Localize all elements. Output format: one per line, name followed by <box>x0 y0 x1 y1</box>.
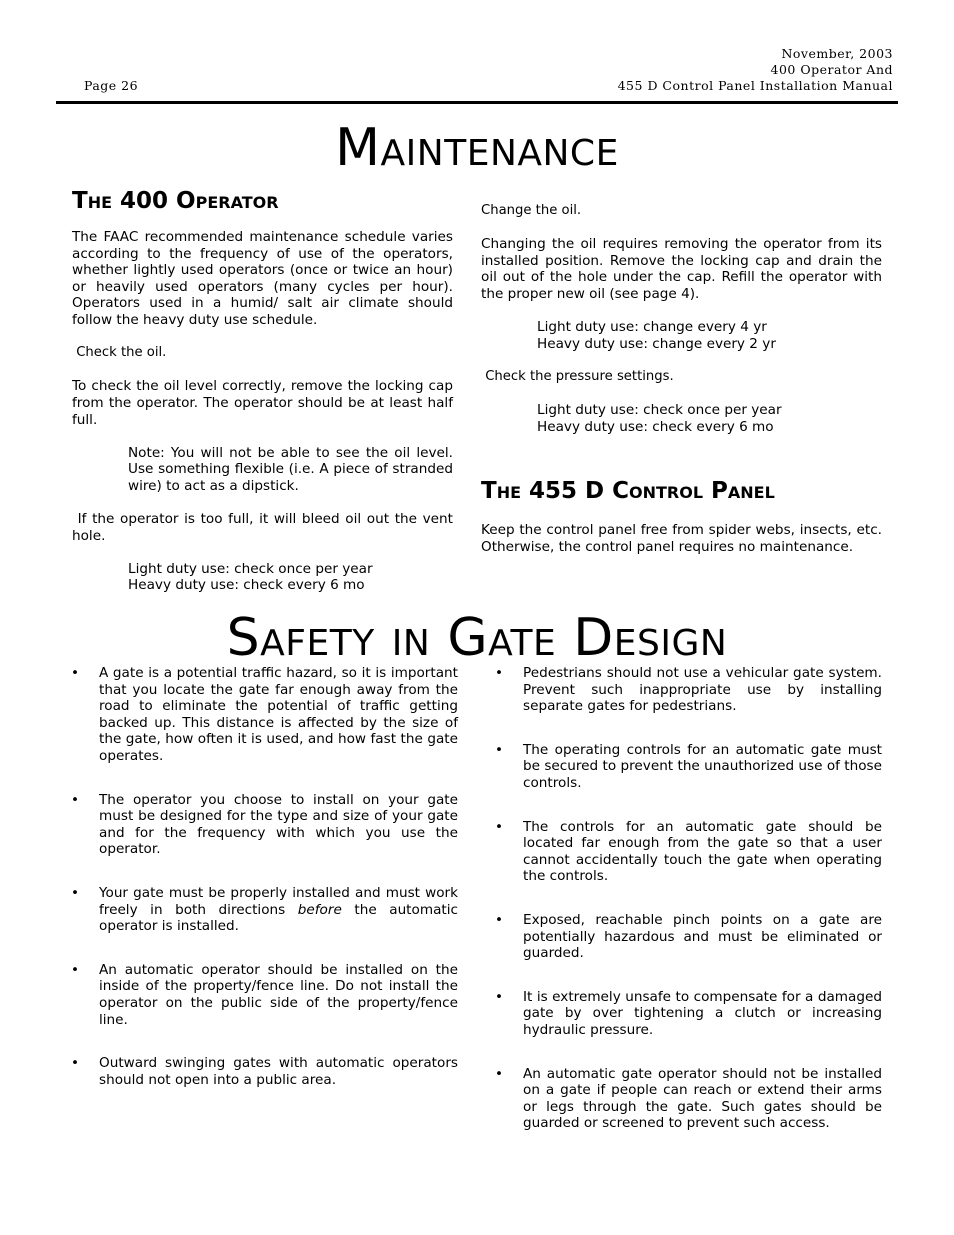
header-divider <box>56 101 898 104</box>
change-oil-label: Change the oil. <box>481 203 582 218</box>
maintenance-left-column <box>72 229 458 594</box>
note-paragraph <box>72 445 453 495</box>
bullet-icon: • <box>495 741 504 758</box>
safety-item-text: The operator you choose to install on your gate must be designed for the type and size of your gate and for the frequency with which you use the operator. <box>99 791 458 858</box>
safety-item <box>71 792 458 858</box>
safety-item <box>495 1066 882 1132</box>
doc-date: November, 2003 <box>781 46 893 61</box>
oil-heavy-duty: Heavy duty use: check every 6 mo <box>128 577 365 594</box>
oil-light-duty: Light duty use: check once per year <box>128 560 373 577</box>
safety-item <box>495 665 882 715</box>
note-text: You will not be able to see the oil level. Use something flexible (i.e. A piece of stranded wire) to act as a dipstick. <box>128 444 453 494</box>
safety-item-text: The controls for an automatic gate should be located far enough from the gate so that a user cannot accidentally touch the gate when operating the controls. <box>523 818 882 885</box>
pressure-label: Check the pressure settings. <box>481 368 674 384</box>
safety-item <box>495 912 882 962</box>
too-full-text: If the operator is too full, it will bleed oil out the vent hole. <box>72 511 458 544</box>
change-oil-text: Changing the oil requires removing the operator from its installed position. Remove the locking cap and drain the oil out of the hole under the cap. Refill the operator with the proper new oil (see page 4). <box>481 236 882 302</box>
safety-item <box>71 665 458 765</box>
safety-item-text: An automatic operator should be installed on the inside of the property/fence line. Do not install the operator on the public side of the property/fence line. <box>99 961 458 1028</box>
safety-item-text: Your gate must be properly installed and must work freely in both directions before the automatic operator is installed. <box>99 884 458 935</box>
safety-title: Safety in Gate Design <box>226 608 728 668</box>
panel-text: Keep the control panel free from spider webs, insects, etc. Otherwise, the control panel requires no maintenance. <box>481 522 882 555</box>
bullet-icon: • <box>495 1065 504 1082</box>
safety-item <box>495 989 882 1039</box>
document-info <box>618 46 893 94</box>
change-heavy-duty: Heavy duty use: change every 2 yr <box>537 335 776 352</box>
doc-manual-title: 455 D Control Panel Installation Manual <box>617 78 893 93</box>
safety-item <box>71 885 458 935</box>
emphasis-before: before <box>297 901 342 918</box>
safety-item-text: Pedestrians should not use a vehicular gate system. Prevent such inappropriate use by installing separate gates for pedestrians. <box>523 665 882 715</box>
safety-item-text: A gate is a potential traffic hazard, so it is important that you locate the gate far enough away from the road to eliminate the potential of traffic getting backed up. This distance is affected by the size of the gate, how often it is used, and how fast the gate operates. <box>99 665 458 764</box>
note-label: Note: <box>128 444 165 461</box>
safety-item <box>495 819 882 885</box>
pressure-light-duty: Light duty use: check once per year <box>537 402 782 419</box>
bullet-icon: • <box>495 988 504 1005</box>
maintenance-right-column <box>481 203 882 435</box>
check-oil-text: To check the oil level correctly, remove the locking cap from the operator. The operator should be at least half full. <box>72 378 453 428</box>
safety-item <box>71 1055 458 1088</box>
bullet-icon: • <box>495 911 504 928</box>
safety-item-text: It is extremely unsafe to compensate for a damaged gate by over tightening a clutch or increasing hydraulic pressure. <box>523 988 882 1038</box>
safety-item-text: Outward swinging gates with automatic operators should not open into a public area. <box>99 1055 458 1088</box>
safety-right-column <box>495 665 882 1132</box>
safety-item <box>495 742 882 792</box>
change-light-duty: Light duty use: change every 4 yr <box>537 319 767 336</box>
bullet-icon: • <box>71 665 80 681</box>
safety-item <box>71 962 458 1028</box>
safety-item-text: An automatic gate operator should not be installed on a gate if people can reach or extend their arms or legs through the gate. Such gates should be guarded or screened to prevent such access. <box>523 1065 882 1132</box>
page-number: Page 26 <box>84 78 139 93</box>
bullet-icon: • <box>71 884 80 901</box>
safety-item-text: Exposed, reachable pinch points on a gate are potentially hazardous and must be eliminated or guarded. <box>523 911 882 962</box>
doc-product: 400 Operator And <box>770 62 893 77</box>
bullet-icon: • <box>495 665 504 681</box>
bullet-icon: • <box>71 791 80 808</box>
maintenance-title: Maintenance <box>335 118 619 178</box>
check-oil-label: Check the oil. <box>72 345 167 361</box>
op400-heading: The 400 Operator <box>72 188 279 214</box>
bullet-icon: • <box>71 1055 80 1072</box>
bullet-icon: • <box>71 961 80 978</box>
pressure-heavy-duty: Heavy duty use: check every 6 mo <box>537 418 774 435</box>
safety-item-text: The operating controls for an automatic gate must be secured to prevent the unauthorized use of those controls. <box>523 741 882 791</box>
maintenance-intro: The FAAC recommended maintenance schedule varies according to the frequency of use of the operators, whether lightly used operators (once or twice an hour) or heavily used operators (many cycles per hour). Operators used in a humid/ salt air climate should follow the heavy duty use schedule. <box>72 229 453 328</box>
safety-left-column <box>71 665 458 1088</box>
bullet-icon: • <box>495 818 504 835</box>
panel-heading: The 455 D Control Panel <box>481 478 775 504</box>
panel-section <box>481 522 882 555</box>
